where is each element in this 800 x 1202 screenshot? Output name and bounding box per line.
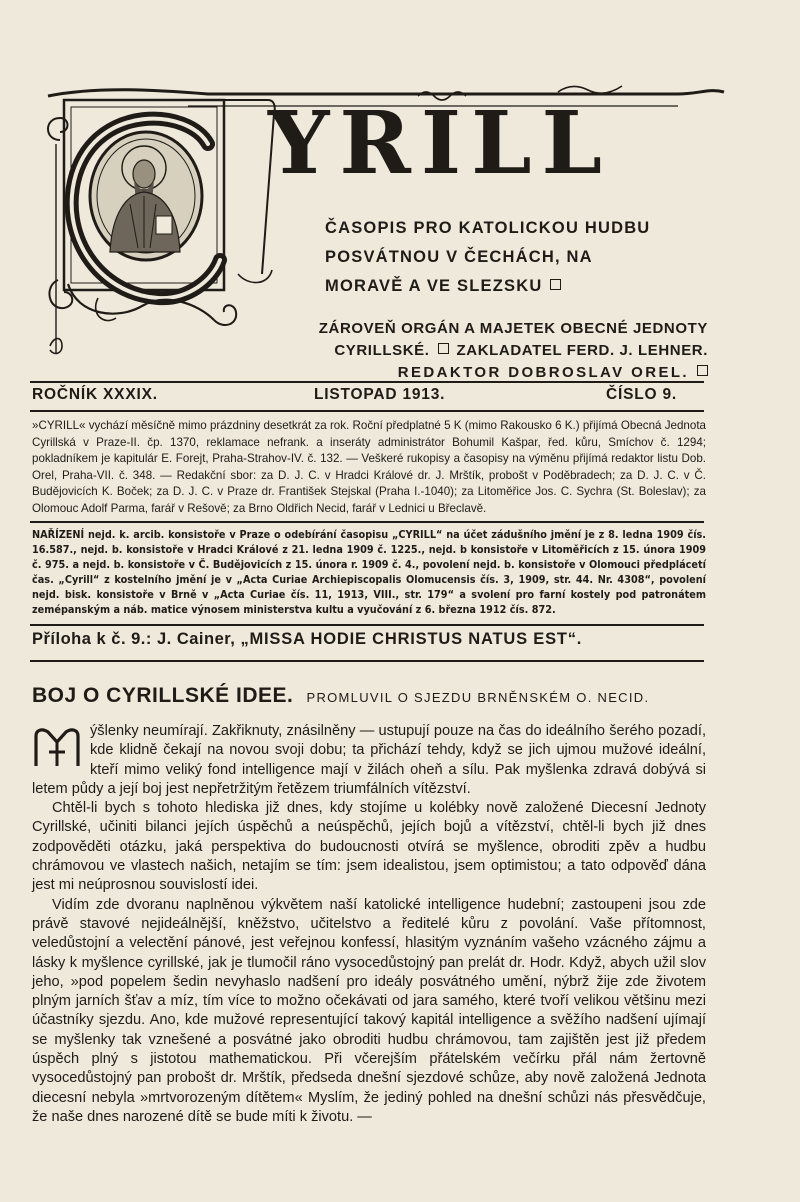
appendix-label: Příloha k č. 9.: [32,630,152,648]
divider-rule [30,410,704,412]
paragraph-2: Chtěl-li bych s tohoto hlediska již dnes, kdy stojíme u kolébky nově založené Diecesní Jednoty Cyrillské, učiniti bilanci jejích úspěchů a neúspěchů, jejích bojů a vítězství, chtěl-li bych již dnes zodpověděti otázku, jaká perspektiva do budoucnosti otvírá se myšlence, obroditi zpěv a hudbu chrámovou ve vlastech našich, netajím se tím: jsem idealistou, jsem optimistou; a tato odpověď dána jest mi neúprosnou souvislostí idei. [32,800,706,894]
editor: REDAKTOR DOBROSLAV OREL. [397,364,689,381]
issue-number: ČÍSLO 9. [606,386,677,403]
paragraph-3: Vidím zde dvoranu naplněnou výkvětem naší katolické intelligence hudební; zastoupeni jsou zde právě stavové nejideálnější, kněžstvo, učitelstvo a ředitelé kůru z povolání. Vaše přítomnost, veledůstojní a velectění pánové, jest veřejnou konfessí, hlasitým vyznáním vašeho vzácného zájmu a lásky k myšlence cyrillské, jak je tlumočil ráno vysocedůstojný pan prelát dr. Hodr. Když, abych užil slov jeho, »pod popelem šedin nevyhaslo nadšení pro ideály posvátného umění, nýbrž žije zde životem plným jarních šťav a míz, tím více to možno očekávati od jara samého, které tvoří velikou většinu mezi účastníky sjezdu. Ano, kde mužové representující takový kapitál intelligence a svěžího nadšení ujímají se myšlenky tak vznešené a posvátné jako obroditi hudbu chrámovou, tam zajištěn jest již předem úspěch plný s jistotou mathematickou. Při včerejším přátelském večírku přál nám žertovně vysocedůstojný pan probošt dr. Mrštík, předseda dnešní sjezdové schůze, aby nově založená Jednota diecesní nebyla »mrtvorozeným dítětem« Myslím, že jediný pohled na dnešní schůzi nás přesvědčuje, že naše dnes narozené dítě se bude míti k životu. — [32,896,706,1125]
subscription-text: »CYRILL« vychází měsíčně mimo prázdniny desetkrát za rok. Roční předplatné 5 K (mimo Rakousko 6 K.) přijímá Obecná Jednota Cyrillská v Praze-II. čp. 1370, reklamace nefrank. a inseráty administrátor Bohumil Kašpar, řed. kůru, Smíchov č. 1294; pokladníkem je kapitulár E. Forejt, Praha-Strahov-IV. č. 132. — Veškeré rukopisy a časopisy na výměnu přijímá redaktor listu Dob. Orel, Praha-VII. č. 348. — Redakční sbor: za D. J. C. v Hradci Králové dr. J. Mrštík, probošt v Poděbradech; za D. J. C. v Č. Budějovicích K. Boček; za D. J. C. v Praze dr. František Stejskal (Praha I.-1040); za Litoměřice Jos. C. Sychra (St. Boleslav); za Olomouc Adolf Parma, farář v Rešově; za Brno Oldřich Necid, farář v Lednici u Břeclavě. [32,419,706,515]
organ-statement [258,318,708,384]
square-ornament [550,279,561,290]
article-byline: PROMLUVIL O SJEZDU BRNĚNSKÉM O. NECID. [306,690,650,705]
appendix-work: „MISSA HODIE CHRISTUS NATUS EST“. [240,630,583,648]
subtitle-line-3-text: MORAVĚ A VE SLEZSKU [325,277,543,295]
square-ornament [438,343,449,354]
music-appendix [32,630,706,654]
decree-notice [32,528,706,617]
decree-text: NAŘÍZENÍ nejd. k. arcib. konsistoře v Praze o odebírání časopisu „CYRILL“ na účet zádušního jmění je z 8. ledna 1909 čís. 16.587., nejd. b. konsistoře v Hradci Králové z 21. ledna 1909 č. 1225., nejd. b konsistoře v Litoměřicích z 15. února 1909 č. 975. a nejd. b. konsistoře v Č. Budějovicích z 15. února r. 1909 č. 4., povolení nejd. b. konsistoře v Olomouci předplácetí čas. „Cyrill“ z kostelního jmění je v „Acta Curiae Archiepiscopalis Olomucensis čís. 3, 1909, str. 44. Nr. 4308“, povolení nejd. bisk. konsistoře v Brně v „Acta Curiae čís. 11, 1913, VIII., str. 179“ a svolení pro farní kostely pod patronátem zemépanským a náb. matice výnosem ministerstva kultu a vyučování z 6. března 1912 čís. 872. [32,528,706,616]
article-body [32,722,706,1127]
divider-rule [30,381,704,383]
square-ornament [697,365,708,376]
volume-number: ROČNÍK XXXIX. [32,386,158,403]
dropcap-space [32,722,90,778]
subtitle-line-2: POSVÁTNOU V ČECHÁCH, NA [325,248,593,266]
founder: ZAKLADATEL FERD. J. LEHNER. [456,342,708,359]
appendix-composer: J. Cainer, [156,630,236,648]
article-heading [32,684,712,710]
subtitle-line-3 [325,272,715,301]
subscription-info [32,418,706,518]
article-title: BOJ O CYRILLSKÉ IDEE. [32,684,294,707]
organ-line-2a: CYRILLSKÉ. [334,342,430,359]
subtitle-line-1: ČASOPIS PRO KATOLICKOU HUDBU [325,219,651,237]
divider-rule [30,660,704,662]
organ-line-1: ZÁROVEŇ ORGÁN A MAJETEK OBECNÉ JEDNOTY [318,320,708,337]
paragraph-1: ýšlenky neumírají. Zakřiknuty, znásilněny — ustupují pouze na čas do ideálního šerého pozadí, kde klidně čekají na novou svoji dobu; ta přichází tehdy, když se jich ujmou mužové ideální, kteří mimo veliký fond intelligence mají v žilách oheň a sílu. Pak myšlenka zdravá dobývá si letem půdy a její boj jest nepřetržitým řetězem triumfálních vítězství. [32,723,706,797]
divider-rule [30,624,704,626]
divider-rule [30,521,704,523]
issue-info-row [32,386,704,408]
issue-date: LISTOPAD 1913. [314,386,446,403]
journal-subtitle [325,214,715,301]
masthead-title: YRILL [268,93,613,194]
organ-line-2 [258,340,708,362]
